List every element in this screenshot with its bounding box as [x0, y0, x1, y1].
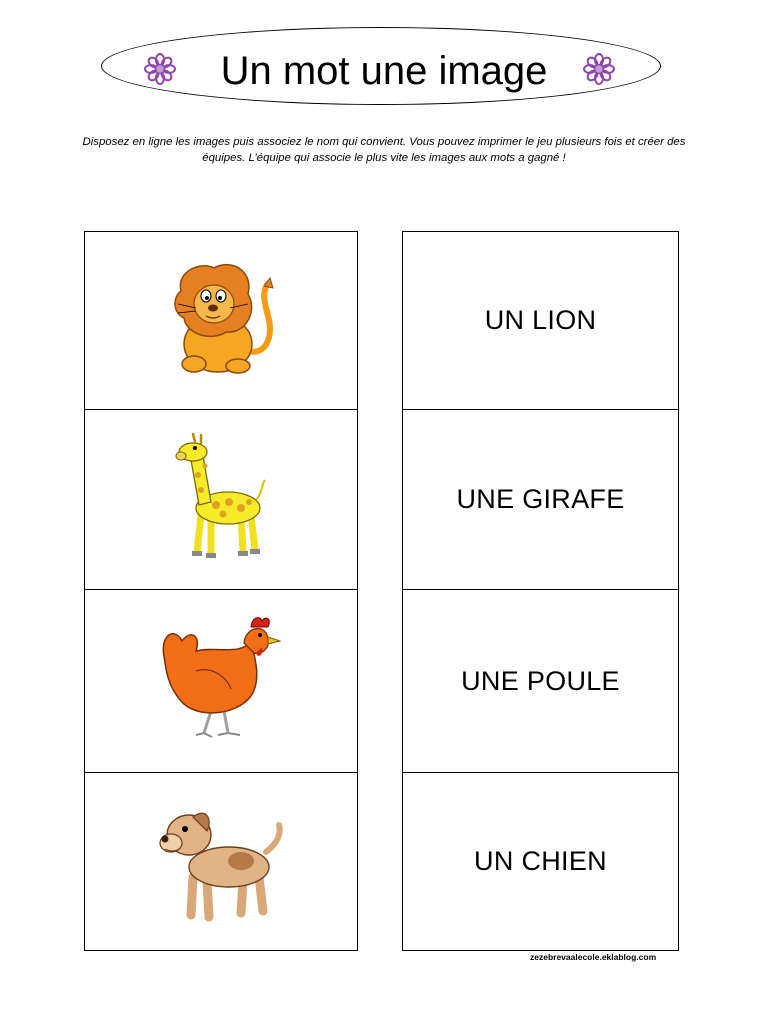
image-card-dog	[85, 773, 357, 950]
giraffe-icon	[171, 430, 271, 570]
page-title: Un mot une image	[220, 49, 548, 93]
flower-icon	[582, 52, 616, 86]
word-label: UN LION	[484, 305, 597, 335]
word-card	[403, 410, 678, 590]
instructions-text: Disposez en ligne les images puis associez le nom qui convient. Vous pouvez imprimer le jeu plusieurs fois et créer des équipes. L’équipe qui associe le plus vite les images aux mots a gagné !	[82, 136, 686, 164]
lion-icon	[156, 256, 286, 386]
footer-credit: zezebrevaalecole.eklablog.com	[530, 952, 657, 962]
word-cards	[402, 231, 679, 951]
word-card	[403, 232, 678, 410]
image-card-hen	[85, 590, 357, 773]
word-card	[403, 773, 678, 950]
image-card-giraffe	[85, 410, 357, 590]
word-label: UN CHIEN	[474, 846, 607, 876]
image-card-lion	[85, 232, 357, 410]
dog-icon	[151, 797, 291, 927]
hen-icon	[156, 611, 286, 751]
image-cards	[84, 231, 358, 951]
word-label: UNE GIRAFE	[456, 484, 625, 514]
word-card	[403, 590, 678, 773]
word-label: UNE POULE	[461, 665, 620, 696]
